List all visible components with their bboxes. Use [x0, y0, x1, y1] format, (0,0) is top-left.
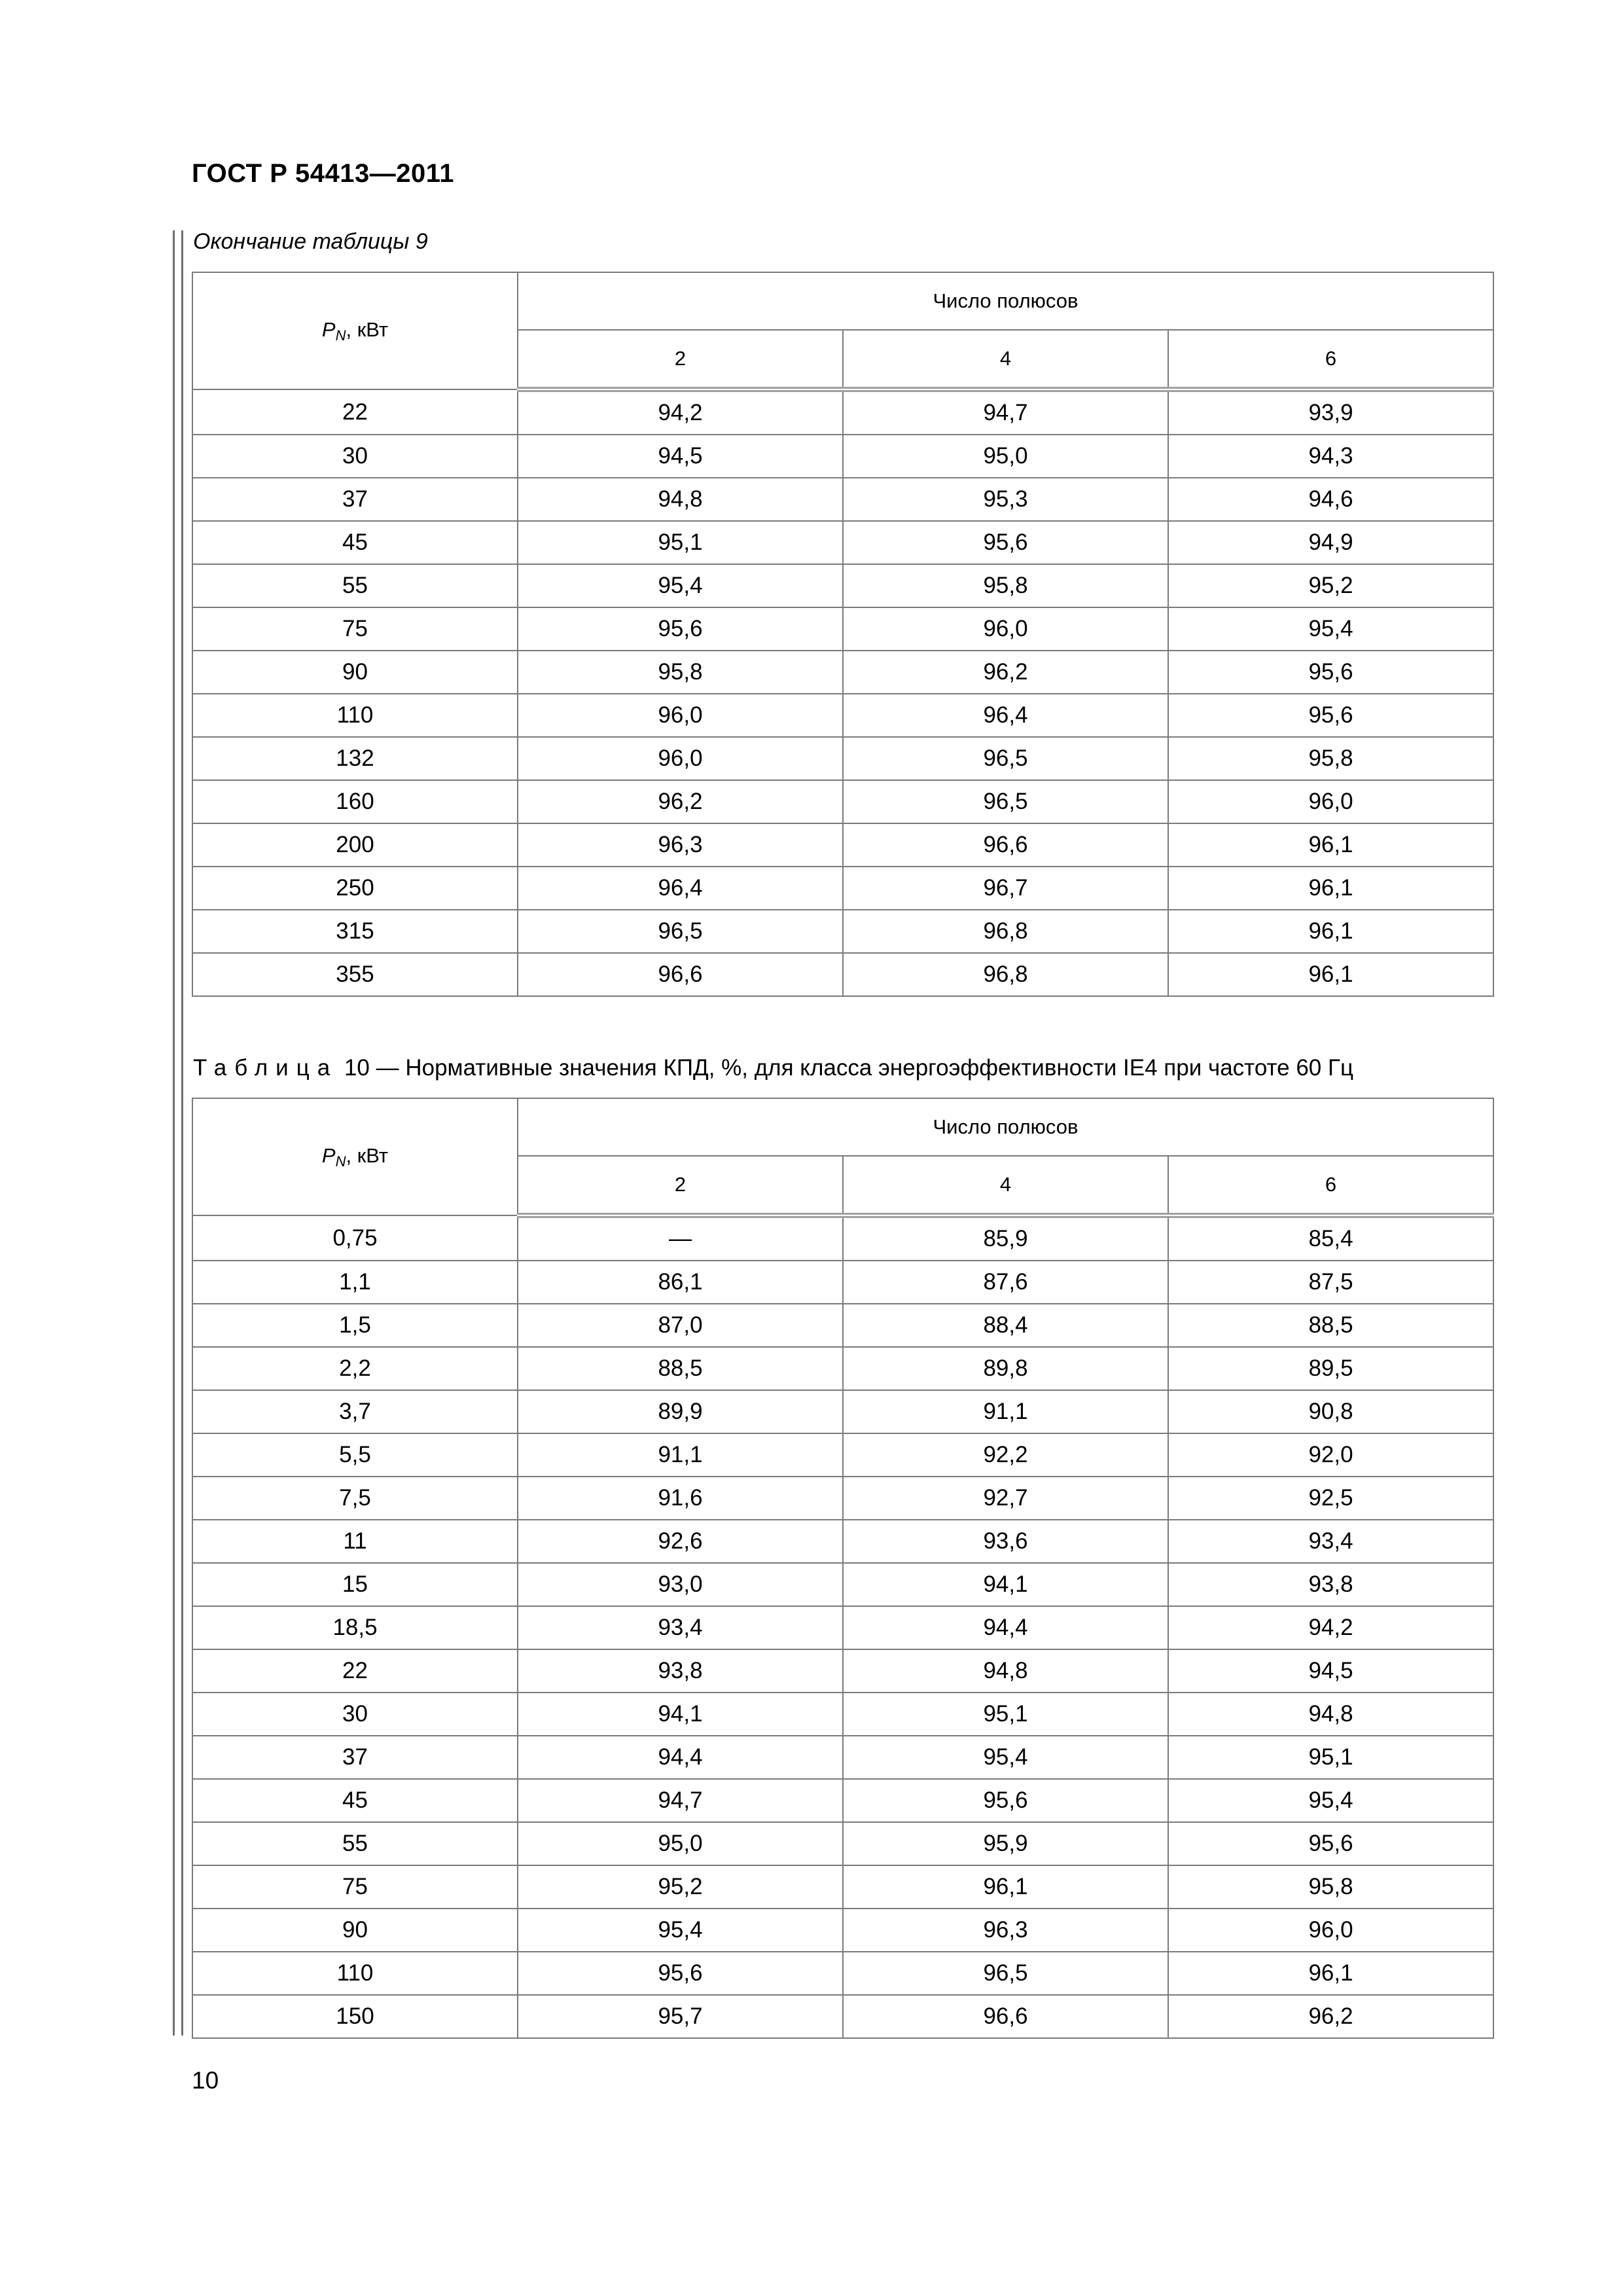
efficiency-cell: 95,4: [518, 1909, 843, 1952]
efficiency-cell: 94,3: [1168, 435, 1493, 478]
efficiency-cell: 92,0: [1168, 1433, 1493, 1477]
power-cell: 200: [192, 823, 518, 867]
efficiency-cell: 94,5: [1168, 1649, 1493, 1693]
efficiency-cell: 94,4: [518, 1736, 843, 1779]
change-margin-bar: [173, 230, 183, 2036]
power-cell: 37: [192, 478, 518, 521]
table-row: [192, 953, 1493, 996]
power-cell: 7,5: [192, 1477, 518, 1520]
efficiency-cell: 88,5: [1168, 1304, 1493, 1347]
efficiency-cell: 96,8: [843, 910, 1168, 953]
table9-continuation-caption: Окончание таблицы 9: [193, 229, 428, 254]
power-cell: 30: [192, 1693, 518, 1736]
power-cell: 45: [192, 1779, 518, 1822]
efficiency-cell: 95,1: [518, 521, 843, 564]
efficiency-cell: 94,6: [1168, 478, 1493, 521]
efficiency-cell: 95,6: [843, 1779, 1168, 1822]
efficiency-cell: 94,2: [1168, 1606, 1493, 1649]
table-row: [192, 1215, 1493, 1261]
power-cell: 110: [192, 694, 518, 737]
efficiency-cell: 96,5: [843, 737, 1168, 780]
table-row: [192, 1693, 1493, 1736]
pn-column-header: $P_N$, кВт: [192, 1098, 518, 1215]
table-row: [192, 1649, 1493, 1693]
table-row: [192, 1563, 1493, 1606]
table-row: [192, 1736, 1493, 1779]
efficiency-cell: 96,0: [1168, 1909, 1493, 1952]
pn-column-header: $P_N$, кВт: [192, 272, 518, 389]
efficiency-cell: 93,6: [843, 1520, 1168, 1563]
efficiency-cell: 95,6: [518, 1952, 843, 1995]
efficiency-cell: 94,8: [518, 478, 843, 521]
efficiency-cell: 95,3: [843, 478, 1168, 521]
table-row: [192, 1477, 1493, 1520]
efficiency-cell: 88,4: [843, 1304, 1168, 1347]
table-10: [192, 1098, 1494, 2039]
efficiency-cell: 95,2: [518, 1865, 843, 1909]
efficiency-cell: 96,5: [843, 780, 1168, 823]
efficiency-cell: 94,9: [1168, 521, 1493, 564]
efficiency-cell: 96,0: [518, 694, 843, 737]
efficiency-cell: 94,4: [843, 1606, 1168, 1649]
efficiency-cell: 95,7: [518, 1995, 843, 2038]
table-row: [192, 823, 1493, 867]
poles-column-header: 4: [843, 330, 1168, 389]
efficiency-cell: 96,1: [1168, 867, 1493, 910]
table-row: [192, 694, 1493, 737]
efficiency-cell: 85,4: [1168, 1215, 1493, 1261]
table-row: [192, 1995, 1493, 2038]
efficiency-cell: 95,6: [1168, 651, 1493, 694]
table10-caption: [193, 1055, 1353, 1081]
power-cell: 18,5: [192, 1606, 518, 1649]
table-row: [192, 1779, 1493, 1822]
efficiency-cell: 95,8: [843, 564, 1168, 607]
efficiency-cell: 91,6: [518, 1477, 843, 1520]
table-9: [192, 272, 1494, 997]
efficiency-cell: 85,9: [843, 1215, 1168, 1261]
efficiency-cell: 95,9: [843, 1822, 1168, 1865]
efficiency-cell: 95,4: [1168, 1779, 1493, 1822]
power-cell: 15: [192, 1563, 518, 1606]
efficiency-cell: 96,4: [843, 694, 1168, 737]
efficiency-cell: 95,0: [518, 1822, 843, 1865]
efficiency-cell: 96,2: [1168, 1995, 1493, 2038]
efficiency-cell: 95,4: [1168, 607, 1493, 651]
table-label: Таблица: [193, 1055, 338, 1081]
efficiency-cell: 95,8: [1168, 1865, 1493, 1909]
efficiency-cell: 96,6: [843, 823, 1168, 867]
table-row: [192, 478, 1493, 521]
efficiency-cell: 86,1: [518, 1261, 843, 1304]
document-code-header: ГОСТ Р 54413—2011: [192, 159, 454, 188]
efficiency-cell: 96,8: [843, 953, 1168, 996]
efficiency-cell: 89,8: [843, 1347, 1168, 1390]
poles-column-header: 6: [1168, 330, 1493, 389]
efficiency-cell: 92,6: [518, 1520, 843, 1563]
efficiency-cell: 94,5: [518, 435, 843, 478]
efficiency-cell: 87,0: [518, 1304, 843, 1347]
efficiency-cell: —: [518, 1215, 843, 1261]
power-cell: 250: [192, 867, 518, 910]
power-cell: 160: [192, 780, 518, 823]
efficiency-cell: 96,6: [518, 953, 843, 996]
power-cell: 110: [192, 1952, 518, 1995]
power-cell: 30: [192, 435, 518, 478]
efficiency-cell: 95,6: [843, 521, 1168, 564]
power-cell: 5,5: [192, 1433, 518, 1477]
power-cell: 132: [192, 737, 518, 780]
efficiency-cell: 94,7: [518, 1779, 843, 1822]
efficiency-cell: 95,0: [843, 435, 1168, 478]
efficiency-cell: 95,1: [843, 1693, 1168, 1736]
efficiency-cell: 95,6: [518, 607, 843, 651]
power-cell: 1,5: [192, 1304, 518, 1347]
table10-body: [192, 1215, 1493, 2038]
table-row: [192, 780, 1493, 823]
table-row: [192, 1261, 1493, 1304]
efficiency-cell: 92,5: [1168, 1477, 1493, 1520]
efficiency-cell: 92,2: [843, 1433, 1168, 1477]
table-row: [192, 910, 1493, 953]
efficiency-cell: 91,1: [843, 1390, 1168, 1433]
power-cell: 90: [192, 651, 518, 694]
efficiency-cell: 89,5: [1168, 1347, 1493, 1390]
table-row: [192, 1347, 1493, 1390]
efficiency-cell: 95,6: [1168, 1822, 1493, 1865]
efficiency-cell: 95,1: [1168, 1736, 1493, 1779]
efficiency-cell: 96,1: [1168, 823, 1493, 867]
efficiency-cell: 93,4: [518, 1606, 843, 1649]
poles-column-header: 2: [518, 330, 843, 389]
efficiency-cell: 96,0: [1168, 780, 1493, 823]
efficiency-cell: 93,0: [518, 1563, 843, 1606]
power-cell: 45: [192, 521, 518, 564]
efficiency-cell: 96,6: [843, 1995, 1168, 2038]
table9-body: [192, 389, 1493, 996]
efficiency-cell: 94,2: [518, 389, 843, 435]
efficiency-cell: 87,5: [1168, 1261, 1493, 1304]
power-cell: 55: [192, 564, 518, 607]
table-row: [192, 435, 1493, 478]
efficiency-cell: 96,1: [843, 1865, 1168, 1909]
table-row: [192, 1865, 1493, 1909]
power-cell: 90: [192, 1909, 518, 1952]
power-cell: 1,1: [192, 1261, 518, 1304]
power-cell: 150: [192, 1995, 518, 2038]
table-row: [192, 1606, 1493, 1649]
poles-group-header: Число полюсов: [518, 1098, 1493, 1156]
poles-group-header: Число полюсов: [518, 272, 1493, 330]
power-cell: 75: [192, 1865, 518, 1909]
efficiency-cell: 88,5: [518, 1347, 843, 1390]
table-row: [192, 1433, 1493, 1477]
table-row: [192, 564, 1493, 607]
table-row: [192, 867, 1493, 910]
efficiency-cell: 96,1: [1168, 953, 1493, 996]
table-row: [192, 651, 1493, 694]
efficiency-cell: 96,1: [1168, 910, 1493, 953]
table-row: [192, 1822, 1493, 1865]
power-cell: 315: [192, 910, 518, 953]
power-cell: 355: [192, 953, 518, 996]
efficiency-cell: 94,1: [518, 1693, 843, 1736]
table-row: [192, 1390, 1493, 1433]
page-number: 10: [192, 2067, 219, 2094]
efficiency-cell: 95,8: [518, 651, 843, 694]
efficiency-cell: 94,8: [843, 1649, 1168, 1693]
power-cell: 55: [192, 1822, 518, 1865]
power-cell: 22: [192, 1649, 518, 1693]
table10-title: 10 — Нормативные значения КПД, %, для класса энергоэффективности IE4 при частоте 60 Гц: [338, 1055, 1353, 1081]
efficiency-cell: 96,5: [518, 910, 843, 953]
table-row: [192, 1952, 1493, 1995]
efficiency-cell: 96,0: [518, 737, 843, 780]
efficiency-cell: 96,0: [843, 607, 1168, 651]
efficiency-cell: 93,8: [518, 1649, 843, 1693]
poles-column-header: 4: [843, 1156, 1168, 1215]
efficiency-cell: 96,2: [518, 780, 843, 823]
efficiency-cell: 90,8: [1168, 1390, 1493, 1433]
efficiency-cell: 95,8: [1168, 737, 1493, 780]
table-row: [192, 1520, 1493, 1563]
efficiency-cell: 96,5: [843, 1952, 1168, 1995]
power-cell: 3,7: [192, 1390, 518, 1433]
table-row: [192, 607, 1493, 651]
power-cell: 22: [192, 389, 518, 435]
efficiency-cell: 94,8: [1168, 1693, 1493, 1736]
efficiency-cell: 96,3: [843, 1909, 1168, 1952]
power-cell: 37: [192, 1736, 518, 1779]
efficiency-cell: 93,4: [1168, 1520, 1493, 1563]
efficiency-cell: 94,1: [843, 1563, 1168, 1606]
efficiency-cell: 96,2: [843, 651, 1168, 694]
efficiency-cell: 95,2: [1168, 564, 1493, 607]
efficiency-cell: 93,8: [1168, 1563, 1493, 1606]
efficiency-cell: 95,4: [843, 1736, 1168, 1779]
poles-column-header: 2: [518, 1156, 843, 1215]
efficiency-cell: 87,6: [843, 1261, 1168, 1304]
power-cell: 75: [192, 607, 518, 651]
table-row: [192, 737, 1493, 780]
table-row: [192, 1909, 1493, 1952]
efficiency-cell: 95,4: [518, 564, 843, 607]
efficiency-cell: 93,9: [1168, 389, 1493, 435]
efficiency-cell: 89,9: [518, 1390, 843, 1433]
efficiency-cell: 94,7: [843, 389, 1168, 435]
efficiency-cell: 92,7: [843, 1477, 1168, 1520]
efficiency-cell: 96,4: [518, 867, 843, 910]
table-row: [192, 1304, 1493, 1347]
efficiency-cell: 96,1: [1168, 1952, 1493, 1995]
efficiency-cell: 91,1: [518, 1433, 843, 1477]
power-cell: 11: [192, 1520, 518, 1563]
poles-column-header: 6: [1168, 1156, 1493, 1215]
efficiency-cell: 95,6: [1168, 694, 1493, 737]
power-cell: 2,2: [192, 1347, 518, 1390]
efficiency-cell: 96,3: [518, 823, 843, 867]
efficiency-cell: 96,7: [843, 867, 1168, 910]
table-row: [192, 389, 1493, 435]
table-row: [192, 521, 1493, 564]
power-cell: 0,75: [192, 1215, 518, 1261]
